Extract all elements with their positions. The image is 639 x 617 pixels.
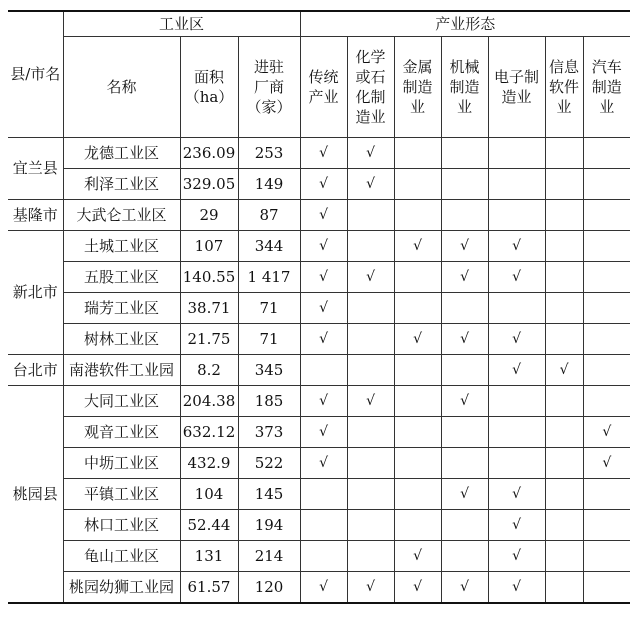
industry-flag-cell xyxy=(300,448,347,479)
industry-flag-cell xyxy=(488,510,545,541)
firms-cell: 149 xyxy=(238,169,300,200)
industry-flag-cell xyxy=(394,324,441,355)
industry-flag-cell xyxy=(488,448,545,479)
industry-flag-cell xyxy=(441,324,488,355)
industry-flag-cell xyxy=(488,231,545,262)
header-area xyxy=(180,37,238,138)
table-row xyxy=(8,479,630,510)
industry-flag-cell xyxy=(488,293,545,324)
industry-flag-cell xyxy=(583,169,630,200)
industry-flag-cell xyxy=(583,448,630,479)
industry-flag-cell xyxy=(545,572,583,604)
check-mark-icon: √ xyxy=(319,300,328,317)
industry-flag-cell xyxy=(394,572,441,604)
zone-name-cell: 龟山工业区 xyxy=(63,541,180,572)
industry-flag-cell xyxy=(441,231,488,262)
industry-flag-cell xyxy=(300,138,347,169)
firms-cell: 87 xyxy=(238,200,300,231)
table-row xyxy=(8,417,630,448)
industry-flag-cell xyxy=(300,262,347,293)
zone-name-cell: 桃园幼狮工业园 xyxy=(63,572,180,604)
industry-flag-cell xyxy=(300,355,347,386)
check-mark-icon: √ xyxy=(460,269,469,286)
check-mark-icon: √ xyxy=(460,238,469,255)
industry-flag-cell xyxy=(488,479,545,510)
industry-flag-cell xyxy=(300,200,347,231)
industry-flag-cell xyxy=(347,386,394,417)
check-mark-icon: √ xyxy=(366,579,375,596)
firms-cell: 344 xyxy=(238,231,300,262)
header-chemical: 化学或石化制造业 xyxy=(347,37,394,138)
industry-flag-cell xyxy=(441,479,488,510)
check-mark-icon: √ xyxy=(512,517,521,534)
check-mark-icon: √ xyxy=(366,269,375,286)
check-mark-icon: √ xyxy=(413,579,422,596)
table-row xyxy=(8,386,630,417)
firms-cell: 1 417 xyxy=(238,262,300,293)
header-firms xyxy=(238,37,300,138)
firms-cell: 71 xyxy=(238,293,300,324)
zone-name-cell: 林口工业区 xyxy=(63,510,180,541)
firms-cell: 145 xyxy=(238,479,300,510)
area-cell: 38.71 xyxy=(180,293,238,324)
industry-flag-cell xyxy=(545,386,583,417)
industry-flag-cell xyxy=(583,324,630,355)
industry-flag-cell xyxy=(488,355,545,386)
industrial-zone-table xyxy=(8,10,630,604)
industry-flag-cell xyxy=(300,510,347,541)
check-mark-icon: √ xyxy=(319,331,328,348)
zone-name-cell: 观音工业区 xyxy=(63,417,180,448)
check-mark-icon: √ xyxy=(413,548,422,565)
check-mark-icon: √ xyxy=(366,393,375,410)
industry-flag-cell xyxy=(300,417,347,448)
industry-flag-cell xyxy=(300,386,347,417)
industry-flag-cell xyxy=(545,479,583,510)
industry-flag-cell xyxy=(488,386,545,417)
table-row xyxy=(8,200,630,231)
check-mark-icon: √ xyxy=(319,145,328,162)
industry-flag-cell xyxy=(583,541,630,572)
county-cell: 基隆市 xyxy=(8,200,63,231)
industry-flag-cell xyxy=(545,293,583,324)
industry-flag-cell xyxy=(441,448,488,479)
industry-flag-cell xyxy=(488,324,545,355)
area-cell: 29 xyxy=(180,200,238,231)
industry-flag-cell xyxy=(545,169,583,200)
check-mark-icon: √ xyxy=(319,393,328,410)
header-software: 信息软件业 xyxy=(545,37,583,138)
industry-flag-cell xyxy=(488,138,545,169)
check-mark-icon: √ xyxy=(366,176,375,193)
industry-flag-cell xyxy=(583,479,630,510)
check-mark-icon: √ xyxy=(460,393,469,410)
header-firms-line2: 厂商 xyxy=(254,77,285,96)
check-mark-icon: √ xyxy=(460,486,469,503)
table-row xyxy=(8,448,630,479)
area-cell: 236.09 xyxy=(180,138,238,169)
zone-name-cell: 中坜工业区 xyxy=(63,448,180,479)
firms-cell: 120 xyxy=(238,572,300,604)
industry-flag-cell xyxy=(300,572,347,604)
firms-cell: 373 xyxy=(238,417,300,448)
check-mark-icon: √ xyxy=(512,362,521,379)
industry-flag-cell xyxy=(545,417,583,448)
header-name: 名称 xyxy=(63,37,180,138)
industry-flag-cell xyxy=(347,479,394,510)
industry-flag-cell xyxy=(394,200,441,231)
industry-flag-cell xyxy=(347,231,394,262)
industry-flag-cell xyxy=(583,293,630,324)
industry-flag-cell xyxy=(545,231,583,262)
industry-flag-cell xyxy=(441,355,488,386)
zone-name-cell: 树林工业区 xyxy=(63,324,180,355)
industry-flag-cell xyxy=(488,200,545,231)
industry-flag-cell xyxy=(441,293,488,324)
industry-flag-cell xyxy=(347,510,394,541)
industry-flag-cell xyxy=(441,200,488,231)
header-traditional: 传统产业 xyxy=(300,37,347,138)
check-mark-icon: √ xyxy=(319,238,328,255)
industry-flag-cell xyxy=(583,200,630,231)
county-cell: 台北市 xyxy=(8,355,63,386)
table-row xyxy=(8,355,630,386)
area-cell: 632.12 xyxy=(180,417,238,448)
firms-cell: 185 xyxy=(238,386,300,417)
area-cell: 204.38 xyxy=(180,386,238,417)
industry-flag-cell xyxy=(583,572,630,604)
industry-flag-cell xyxy=(583,355,630,386)
industry-flag-cell xyxy=(347,293,394,324)
industry-flag-cell xyxy=(394,448,441,479)
zone-name-cell: 利泽工业区 xyxy=(63,169,180,200)
table-row xyxy=(8,138,630,169)
check-mark-icon: √ xyxy=(512,331,521,348)
check-mark-icon: √ xyxy=(512,269,521,286)
zone-name-cell: 土城工业区 xyxy=(63,231,180,262)
industry-flag-cell xyxy=(441,169,488,200)
industry-flag-cell xyxy=(441,138,488,169)
check-mark-icon: √ xyxy=(602,424,612,441)
check-mark-icon: √ xyxy=(512,238,521,255)
firms-cell: 345 xyxy=(238,355,300,386)
industry-flag-cell xyxy=(394,262,441,293)
check-mark-icon: √ xyxy=(319,424,328,441)
check-mark-icon: √ xyxy=(319,579,328,596)
industry-flag-cell xyxy=(347,169,394,200)
industry-flag-cell xyxy=(394,169,441,200)
header-area-line1: 面积 xyxy=(193,67,224,86)
industry-flag-cell xyxy=(394,417,441,448)
check-mark-icon: √ xyxy=(512,579,521,596)
industry-flag-cell xyxy=(441,417,488,448)
area-cell: 52.44 xyxy=(180,510,238,541)
header-firms-line3: （家） xyxy=(246,98,292,117)
industry-flag-cell xyxy=(347,324,394,355)
area-cell: 107 xyxy=(180,231,238,262)
industry-flag-cell xyxy=(347,262,394,293)
firms-cell: 71 xyxy=(238,324,300,355)
check-mark-icon: √ xyxy=(460,579,469,596)
industry-flag-cell xyxy=(300,231,347,262)
industry-flag-cell xyxy=(300,293,347,324)
table-row xyxy=(8,262,630,293)
header-county: 县/市名 xyxy=(8,11,63,138)
check-mark-icon: √ xyxy=(319,207,328,224)
table-row xyxy=(8,231,630,262)
industry-flag-cell xyxy=(394,231,441,262)
table-row xyxy=(8,293,630,324)
industry-flag-cell xyxy=(488,417,545,448)
header-industrial-zone: 工业区 xyxy=(63,11,300,37)
industry-flag-cell xyxy=(545,448,583,479)
check-mark-icon: √ xyxy=(366,145,375,162)
industry-flag-cell xyxy=(441,510,488,541)
industry-flag-cell xyxy=(545,200,583,231)
industry-flag-cell xyxy=(394,479,441,510)
check-mark-icon: √ xyxy=(413,238,422,255)
check-mark-icon: √ xyxy=(319,176,328,193)
industry-flag-cell xyxy=(300,541,347,572)
industry-flag-cell xyxy=(347,138,394,169)
zone-name-cell: 南港软件工业园 xyxy=(63,355,180,386)
area-cell: 329.05 xyxy=(180,169,238,200)
firms-cell: 253 xyxy=(238,138,300,169)
table-row xyxy=(8,541,630,572)
industry-flag-cell xyxy=(545,262,583,293)
industry-flag-cell xyxy=(545,510,583,541)
industry-flag-cell xyxy=(583,417,630,448)
area-cell: 131 xyxy=(180,541,238,572)
industry-flag-cell xyxy=(583,262,630,293)
industry-flag-cell xyxy=(394,510,441,541)
firms-cell: 522 xyxy=(238,448,300,479)
header-metal: 金属制造业 xyxy=(394,37,441,138)
header-machinery: 机械制造业 xyxy=(441,37,488,138)
industry-flag-cell xyxy=(583,510,630,541)
county-cell: 新北市 xyxy=(8,231,63,355)
zone-name-cell: 龙德工业区 xyxy=(63,138,180,169)
firms-cell: 194 xyxy=(238,510,300,541)
industry-flag-cell xyxy=(545,355,583,386)
check-mark-icon: √ xyxy=(602,455,612,472)
check-mark-icon: √ xyxy=(512,486,521,503)
industry-flag-cell xyxy=(394,138,441,169)
check-mark-icon: √ xyxy=(319,269,328,286)
firms-cell: 214 xyxy=(238,541,300,572)
industry-flag-cell xyxy=(488,572,545,604)
header-area-line2: （ha） xyxy=(184,88,234,106)
industry-flag-cell xyxy=(394,293,441,324)
county-cell: 宜兰县 xyxy=(8,138,63,200)
area-cell: 8.2 xyxy=(180,355,238,386)
industry-flag-cell xyxy=(545,138,583,169)
industry-flag-cell xyxy=(583,386,630,417)
area-cell: 104 xyxy=(180,479,238,510)
check-mark-icon: √ xyxy=(460,331,469,348)
industry-flag-cell xyxy=(488,169,545,200)
check-mark-icon: √ xyxy=(319,455,328,472)
industry-flag-cell xyxy=(545,324,583,355)
table-row xyxy=(8,510,630,541)
header-firms-line1: 进驻 xyxy=(254,57,285,76)
check-mark-icon: √ xyxy=(559,362,569,379)
area-cell: 432.9 xyxy=(180,448,238,479)
table-row xyxy=(8,324,630,355)
industry-flag-cell xyxy=(394,386,441,417)
industry-flag-cell xyxy=(441,541,488,572)
check-mark-icon: √ xyxy=(512,548,521,565)
zone-name-cell: 大同工业区 xyxy=(63,386,180,417)
industry-flag-cell xyxy=(488,262,545,293)
industry-flag-cell xyxy=(583,138,630,169)
industry-flag-cell xyxy=(347,448,394,479)
industry-flag-cell xyxy=(347,355,394,386)
table-row xyxy=(8,572,630,604)
industry-flag-cell xyxy=(300,169,347,200)
industry-flag-cell xyxy=(394,541,441,572)
area-cell: 140.55 xyxy=(180,262,238,293)
zone-name-cell: 大武仑工业区 xyxy=(63,200,180,231)
industry-flag-cell xyxy=(583,231,630,262)
industry-flag-cell xyxy=(347,572,394,604)
industry-flag-cell xyxy=(300,479,347,510)
zone-name-cell: 五股工业区 xyxy=(63,262,180,293)
industry-flag-cell xyxy=(441,262,488,293)
industry-flag-cell xyxy=(488,541,545,572)
table-body xyxy=(8,138,630,604)
zone-name-cell: 平镇工业区 xyxy=(63,479,180,510)
county-cell: 桃园县 xyxy=(8,386,63,604)
industry-flag-cell xyxy=(347,541,394,572)
zone-name-cell: 瑞芳工业区 xyxy=(63,293,180,324)
area-cell: 21.75 xyxy=(180,324,238,355)
industry-flag-cell xyxy=(441,386,488,417)
industry-flag-cell xyxy=(441,572,488,604)
header-industry-form: 产业形态 xyxy=(300,11,630,37)
check-mark-icon: √ xyxy=(413,331,422,348)
industry-flag-cell xyxy=(394,355,441,386)
area-cell: 61.57 xyxy=(180,572,238,604)
industry-flag-cell xyxy=(347,417,394,448)
header-automotive: 汽车制造业 xyxy=(583,37,630,138)
header-electronics: 电子制造业 xyxy=(488,37,545,138)
industry-flag-cell xyxy=(347,200,394,231)
industry-flag-cell xyxy=(300,324,347,355)
industry-flag-cell xyxy=(545,541,583,572)
table-row xyxy=(8,169,630,200)
